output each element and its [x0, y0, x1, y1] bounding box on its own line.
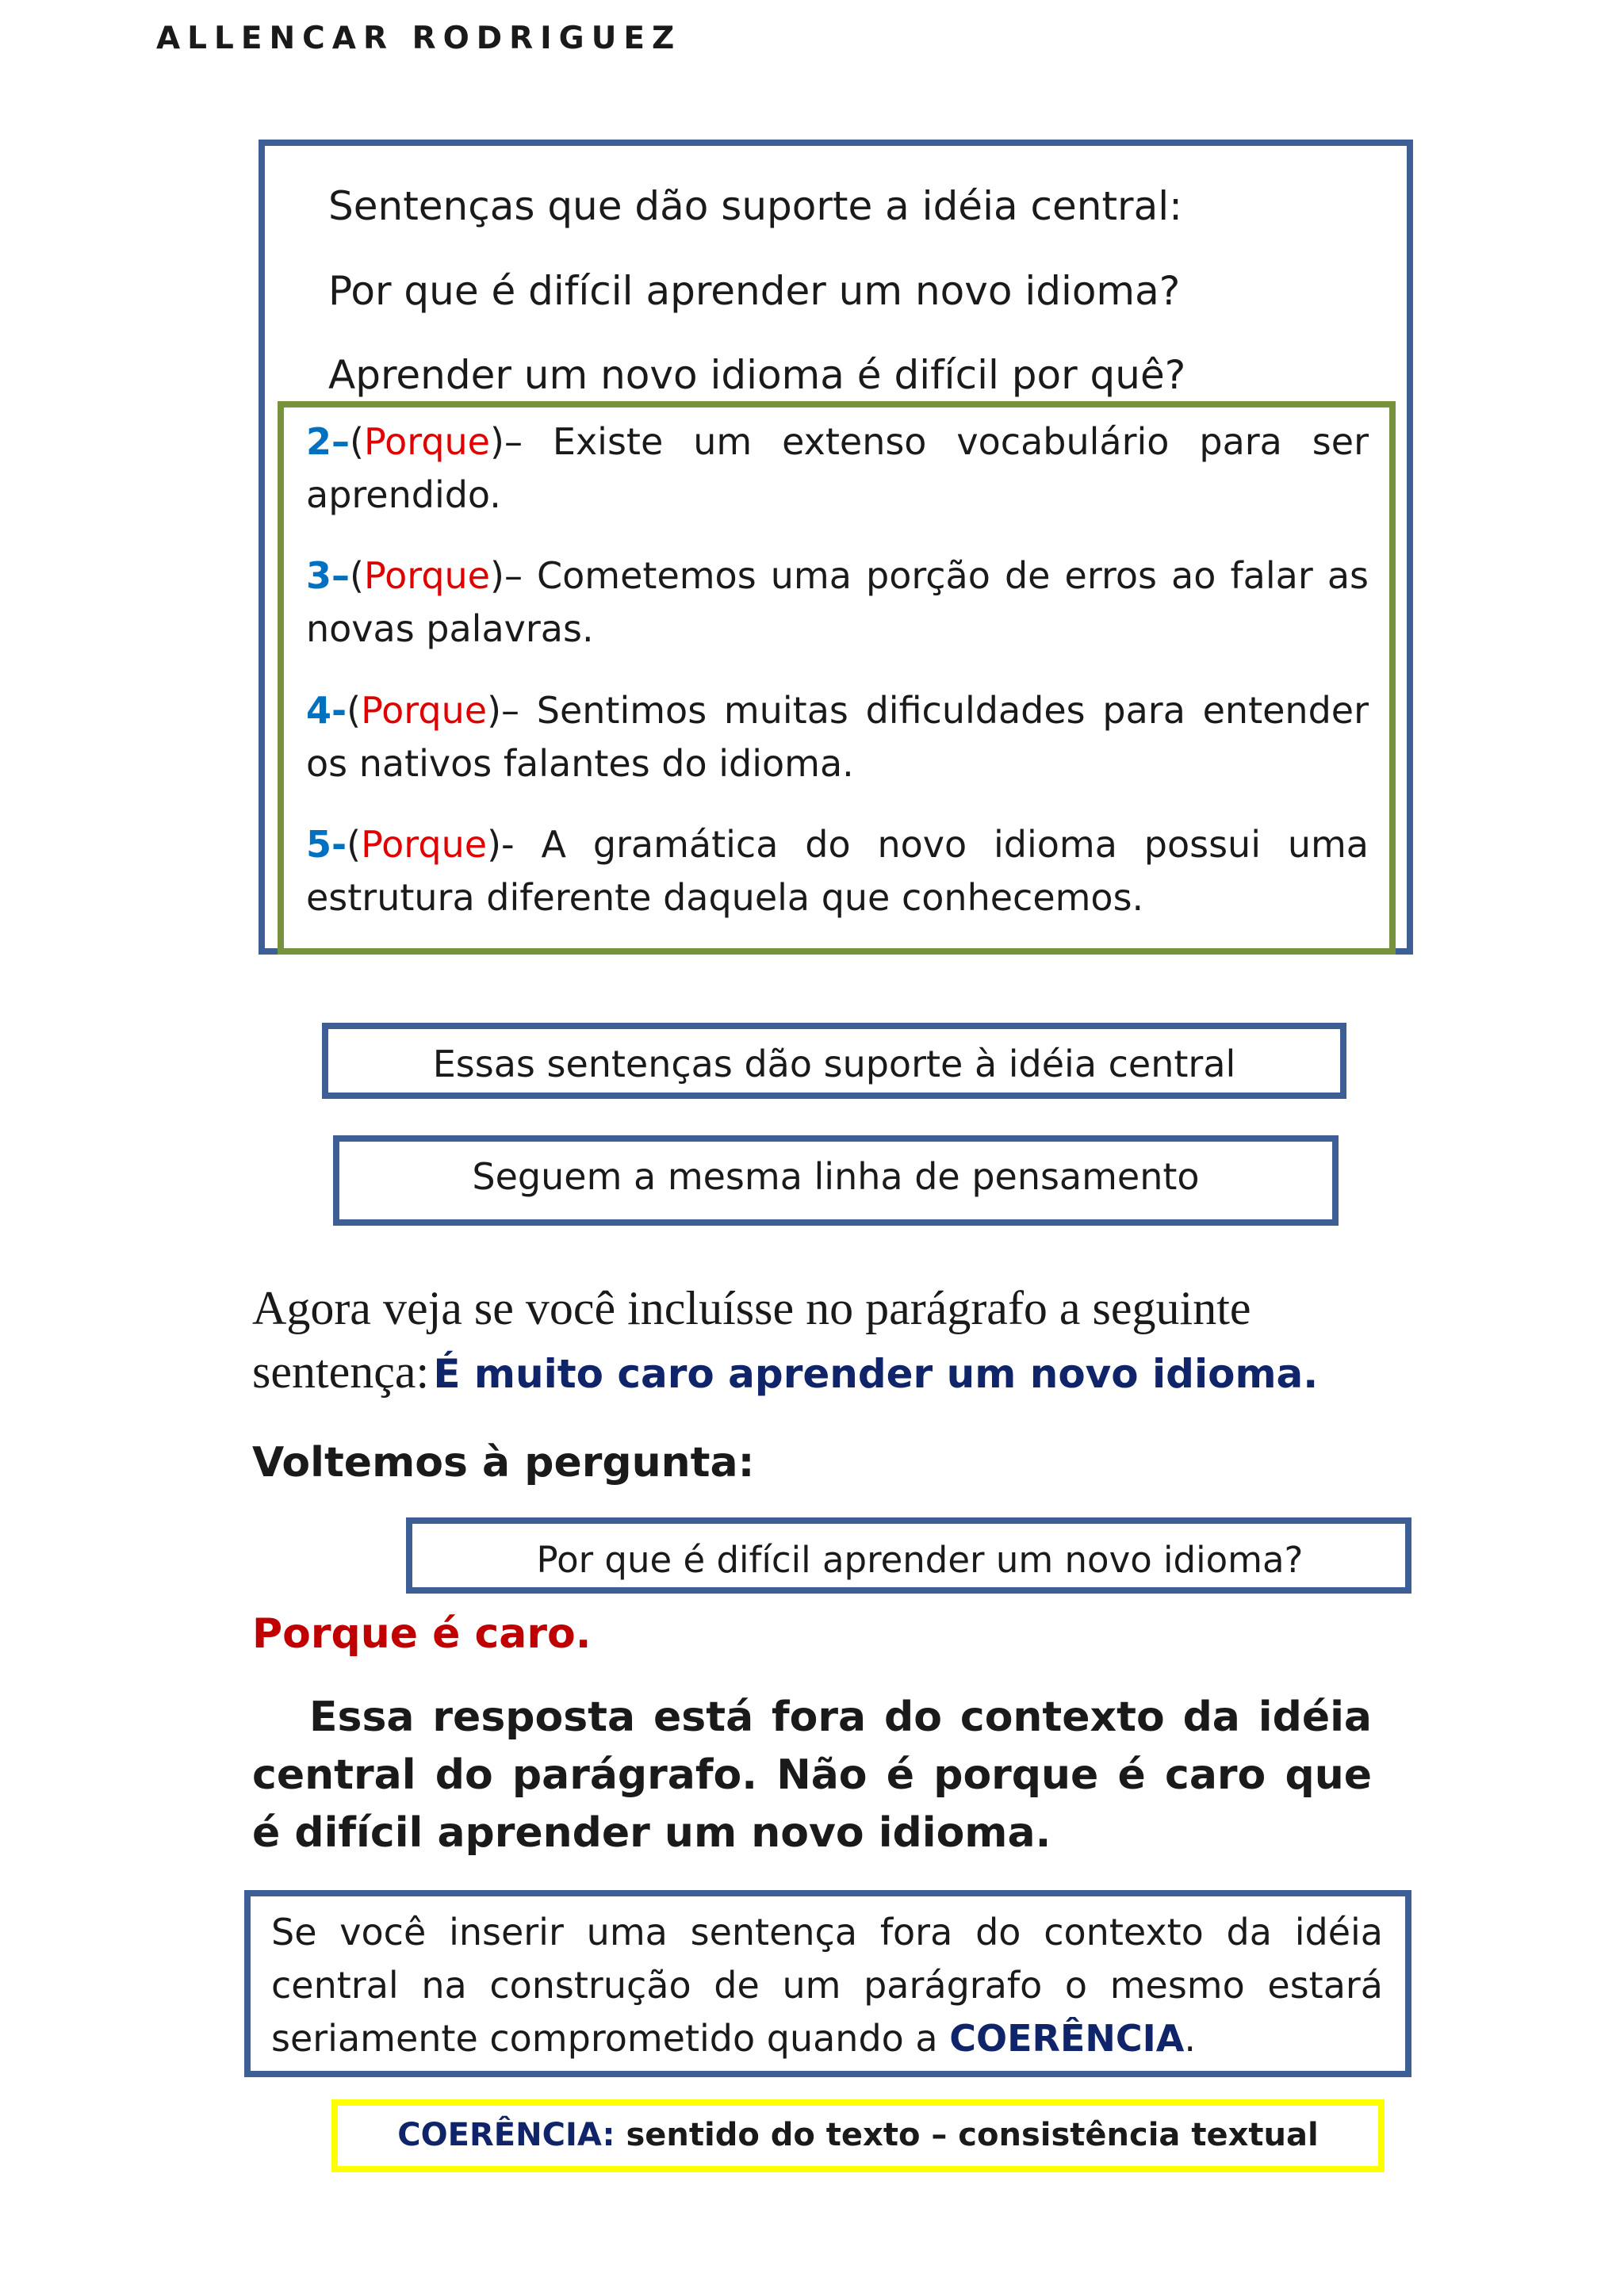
reason-item: 3–(Porque)– Cometemos uma porção de erros ao falar as novas palavras.: [306, 554, 1369, 650]
reason-number: 3–: [306, 554, 350, 597]
answer-text: Porque é caro.: [252, 1610, 592, 1658]
intro-sentenca: sentença:: [252, 1345, 430, 1398]
definition-text: [331, 2114, 1385, 2156]
reason-porque: Porque: [361, 689, 488, 732]
reason-text: – Cometemos uma porção de erros ao falar as novas palavras.: [306, 554, 1369, 650]
reason-porque: Porque: [363, 554, 490, 597]
reason-porque: Porque: [363, 420, 490, 463]
reason-number: 2–: [306, 420, 350, 463]
intro-line-2: [252, 1340, 1410, 1415]
reason-number: 5-: [306, 823, 347, 866]
question-box-text: Por que é difícil aprender um novo idioma?: [536, 1539, 1304, 1581]
coherence-box-text: Se você inserir uma sentença fora do contexto da idéia central na construção de um parágrafo o mesmo estará seriamente comprometido quando a COERÊNCIA.: [271, 1911, 1383, 2060]
line-of-thought-text: Seguem a mesma linha de pensamento: [472, 1155, 1200, 1198]
coherence-statement: Se você inserir uma sentença fora do contexto da idéia central na construção de um parágrafo o mesmo estará seriamente comprometido quando a: [271, 1911, 1383, 2060]
reason-text: – Existe um extenso vocabulário para ser aprendido.: [306, 420, 1369, 516]
central-question-1: Por que é difícil aprender um novo idioma?: [328, 268, 1181, 314]
reason-number: 4-: [306, 689, 347, 732]
reason-text: - A gramática do novo idioma possui uma estrutura diferente daquela que conhecemos.: [306, 823, 1369, 919]
intro-paragraph: [252, 1276, 1410, 1415]
intro-highlight: É muito caro aprender um novo idioma.: [433, 1351, 1319, 1397]
intro-line-1: Agora veja se você incluísse no parágrafo a seguinte: [252, 1282, 1251, 1334]
central-idea-heading: Sentenças que dão suporte a idéia central:: [328, 183, 1182, 229]
reason-item: 4-(Porque)– Sentimos muitas dificuldades para entender os nativos falantes do idioma.: [306, 689, 1369, 785]
reason-porque: Porque: [361, 823, 488, 866]
author-header: ALLENCAR RODRIGUEZ: [156, 21, 682, 56]
definition-body: sentido do texto – consistência textual: [626, 2117, 1319, 2153]
reason-item: 5-(Porque)- A gramática do novo idioma possui uma estrutura diferente daquela que conhecemos.: [306, 823, 1369, 919]
back-question: Voltemos à pergunta:: [252, 1439, 755, 1487]
coherence-keyword: COERÊNCIA: [949, 2017, 1185, 2060]
reason-item: 2–(Porque)– Existe um extenso vocabulário para ser aprendido.: [306, 420, 1369, 516]
central-question-2: Aprender um novo idioma é difícil por quê?: [328, 352, 1186, 398]
support-box-text: Essas sentenças dão suporte à idéia central: [432, 1043, 1236, 1085]
reason-text: – Sentimos muitas dificuldades para entender os nativos falantes do idioma.: [306, 689, 1369, 785]
explanation-paragraph: Essa resposta está fora do contexto da idéia central do parágrafo. Não é porque é caro que é difícil aprender um novo idioma.: [252, 1693, 1372, 1857]
definition-term: COERÊNCIA:: [397, 2117, 615, 2153]
